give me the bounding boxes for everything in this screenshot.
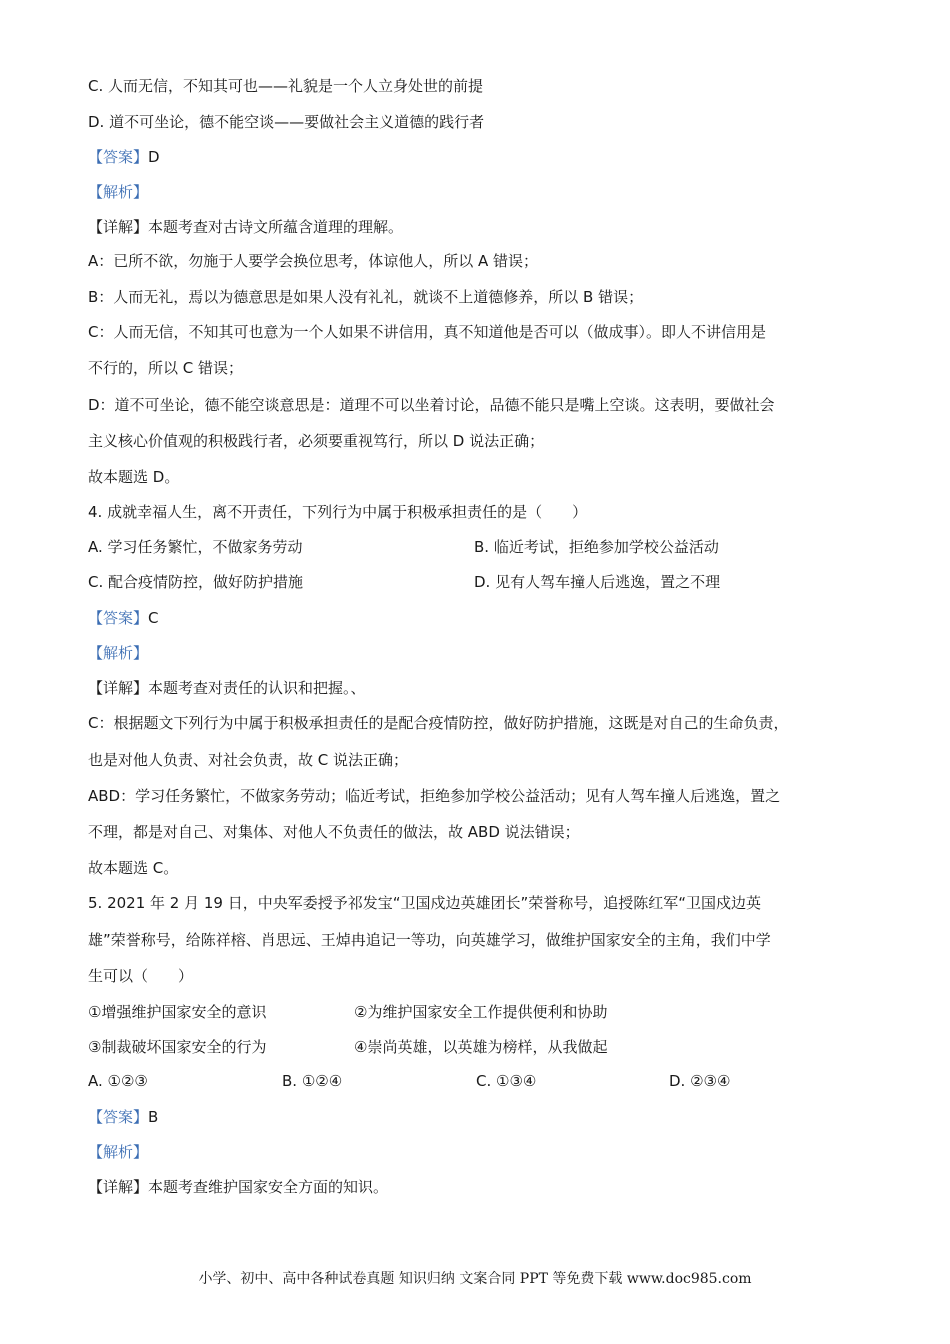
option-c-text: C. 人而无信，不知其可也——礼貌是一个人立身处世的前提 [88,77,484,95]
answer-value: D [148,148,160,166]
detail-line: 不行的，所以 C 错误； [88,359,244,377]
options-row [88,1071,868,1091]
option-c: C. ①③④ [476,1072,537,1090]
options-row [88,572,868,592]
option-d: D. ②③④ [669,1072,731,1090]
detail-line: 故本题选 D。 [88,468,180,486]
detail-line: C：根据题文下列行为中属于积极承担责任的是配合疫情防控，做好防护措施，这既是对自己的生命负责， [88,714,789,732]
option-b: B. ①②④ [282,1072,343,1090]
detail-line: 也是对他人负责、对社会负责，故 C 说法正确； [88,751,409,769]
analysis-tag: 【解析】 [88,183,149,201]
options-row [88,537,868,557]
detail-line: B：人而无礼，焉以为德意思是如果人没有礼礼，就谈不上道德修养，所以 B 错误； [88,288,644,306]
detail-line: C：人而无信，不知其可也意为一个人如果不讲信用，真不知道他是否可以（做成事）。即人不讲信用是 [88,323,766,341]
option-c: C. 配合疫情防控，做好防护措施 [88,573,304,591]
detail-line: 【详解】本题考查维护国家安全方面的知识。 [88,1178,389,1196]
statements-row [88,1002,868,1022]
answer-value: C [148,609,159,627]
question-5: 5. 2021 年 2 月 19 日，中央军委授予祁发宝“卫国戍边英雄团长”荣誉称号，追授陈红军“卫国戍边英 [88,894,762,912]
question-4: 4. 成就幸福人生，离不开责任，下列行为中属于积极承担责任的是（ ） [88,503,588,521]
option-b: B. 临近考试，拒绝参加学校公益活动 [474,538,719,556]
statements-row [88,1037,868,1057]
answer-line [88,147,862,167]
option-d: D. 见有人驾车撞人后逃逸，置之不理 [474,573,721,591]
detail-line: 主义核心价值观的积极践行者，必须要重视笃行，所以 D 说法正确； [88,432,545,450]
option-d-text: D. 道不可坐论，德不能空谈——要做社会主义道德的践行者 [88,113,485,131]
detail-line: ABD：学习任务繁忙，不做家务劳动；临近考试，拒绝参加学校公益活动；见有人驾车撞人后逃逸，置之 [88,787,781,805]
analysis-tag: 【解析】 [88,644,149,662]
answer-value: B [148,1108,159,1126]
answer-tag: 【答案】 [88,1108,149,1126]
answer-tag: 【答案】 [88,148,149,166]
detail-line: 故本题选 C。 [88,859,179,877]
option-a: A. ①②③ [88,1072,148,1090]
statement-4: ④崇尚英雄，以英雄为榜样，从我做起 [354,1038,608,1056]
statement-3: ③制裁破坏国家安全的行为 [88,1038,267,1056]
detail-line: 【详解】本题考查对责任的认识和把握。、 [88,679,366,697]
detail-line: 【详解】本题考查对古诗文所蕴含道理的理解。 [88,218,404,236]
answer-line [88,1107,862,1127]
answer-tag: 【答案】 [88,609,149,627]
question-5: 生可以（ ） [88,967,194,985]
detail-line: D：道不可坐论，德不能空谈意思是：道理不可以坐着讨论，品德不能只是嘴上空谈。这表明，要做社会 [88,396,775,414]
question-5: 雄”荣誉称号，给陈祥榕、肖思远、王焯冉追记一等功，向英雄学习，做维护国家安全的主角，我们中学 [88,931,771,949]
analysis-tag: 【解析】 [88,1143,149,1161]
detail-line: A：已所不欲，勿施于人要学会换位思考，体谅他人，所以 A 错误； [88,252,539,270]
page-footer: 小学、初中、高中各种试卷真题 知识归纳 文案合同 PPT 等免费下载 www.doc985.com [198,1271,752,1287]
statement-2: ②为维护国家安全工作提供便利和协助 [354,1003,608,1021]
answer-line [88,608,862,628]
statement-1: ①增强维护国家安全的意识 [88,1003,267,1021]
option-a: A. 学习任务繁忙，不做家务劳动 [88,538,303,556]
detail-line: 不理，都是对自己、对集体、对他人不负责任的做法，故 ABD 说法错误； [88,823,580,841]
